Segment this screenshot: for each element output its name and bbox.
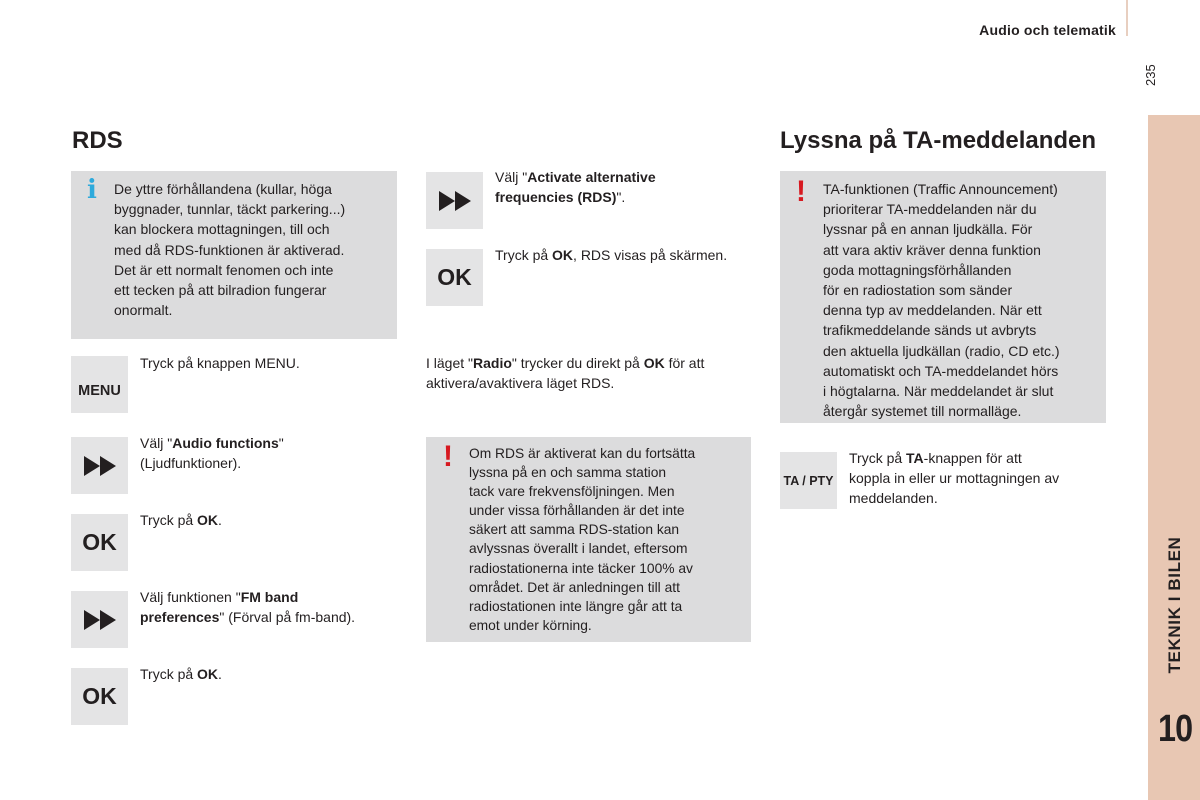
fast-forward-button <box>71 437 128 494</box>
info-line: byggnader, tunnlar, täckt parkering...) <box>114 201 346 218</box>
page-number: 235 <box>1143 64 1158 86</box>
warning-box-text: TA-funktionen (Traffic Announcement) prioriterar TA-meddelanden när du lyssnar på en annan ljudkälla. För att vara aktiv kräver denna funktion goda mottagningsförhållanden för en radiostation som sänder denna typ av meddelanden. När ett trafikmeddelande sänds ut avbryts den aktuella ljudkällan (radio, CD etc.) automatiskt och TA-meddelandet hörs i högtalarna. När meddelandet är slut återgår systemet till normalläge. <box>823 181 1060 420</box>
info-icon: i <box>87 175 97 205</box>
info-line: med då RDS-funktionen är aktiverad. <box>114 241 345 258</box>
step-alt-text: Välj "Activate alternative frequencies (RDS)". <box>495 169 656 206</box>
ta-pty-button <box>780 452 837 509</box>
info-box <box>71 171 397 339</box>
section-title: Audio och telematik <box>979 22 1116 38</box>
warning-box-text: Om RDS är aktiverat kan du fortsätta lyssna på en och samma station tack vare frekvensföljningen. Men under vissa förhållanden är det inte säkert att samma RDS-station kan avlyssnas överallt i landet, eftersom radiostationerna inte täcker 100% av området. Det är anledningen till att radiostationen inte längre går att ta emot under körning. <box>469 446 696 633</box>
info-line: onormalt. <box>114 302 173 319</box>
rds-heading: RDS <box>72 127 123 154</box>
step-ok2-text: Tryck på OK. <box>140 666 222 682</box>
fast-forward-icon <box>84 456 116 476</box>
fast-forward-icon <box>84 610 116 630</box>
header-divider <box>1126 0 1128 36</box>
warning-icon: ! <box>796 175 806 208</box>
info-line: De yttre förhållandena (kullar, höga <box>114 181 332 197</box>
warning-box <box>426 437 751 642</box>
menu-button-label: MENU <box>78 383 121 399</box>
step-audio-text: Välj "Audio functions" (Ljudfunktioner). <box>140 435 284 472</box>
info-line: Det är ett normalt fenomen och inte <box>114 261 334 278</box>
warning-icon: ! <box>443 440 453 473</box>
ok-button-label: OK <box>82 529 117 555</box>
step-menu-text: Tryck på knappen MENU. <box>140 355 300 371</box>
menu-button <box>71 356 128 413</box>
chapter-tab <box>1148 115 1200 800</box>
step-ok1-text: Tryck på OK. <box>140 512 222 528</box>
warning-box <box>780 171 1106 423</box>
radio-mode-text: I läget "Radio" trycker du direkt på OK för att aktivera/avaktivera läget RDS. <box>426 355 705 392</box>
step-fm-text: Välj funktionen "FM band preferences" (Förval på fm-band). <box>140 589 356 626</box>
fast-forward-button <box>426 172 483 229</box>
ok-button <box>71 514 128 571</box>
ok-button <box>426 249 483 306</box>
chapter-title-wrap <box>1150 520 1200 690</box>
ok-button <box>71 668 128 725</box>
ok-button-label: OK <box>82 683 117 709</box>
ta-heading: Lyssna på TA-meddelanden <box>780 127 1097 154</box>
fast-forward-button <box>71 591 128 648</box>
info-box-text <box>114 179 345 320</box>
step-tapty-text: Tryck på TA-knappen för att koppla in eller ur mottagningen av meddelanden. <box>849 450 1060 507</box>
ta-pty-button-label: TA / PTY <box>783 473 834 488</box>
chapter-number: 10 <box>1158 708 1193 750</box>
ok-button-label: OK <box>437 264 472 290</box>
info-line: ett tecken på att bilradion fungerar <box>114 282 327 299</box>
chapter-title: TEKNIK I BILEN <box>1165 536 1184 674</box>
step-ok3-text: Tryck på OK, RDS visas på skärmen. <box>495 247 728 263</box>
fast-forward-icon <box>439 191 471 211</box>
info-line: kan blockera mottagningen, till och <box>114 221 330 238</box>
